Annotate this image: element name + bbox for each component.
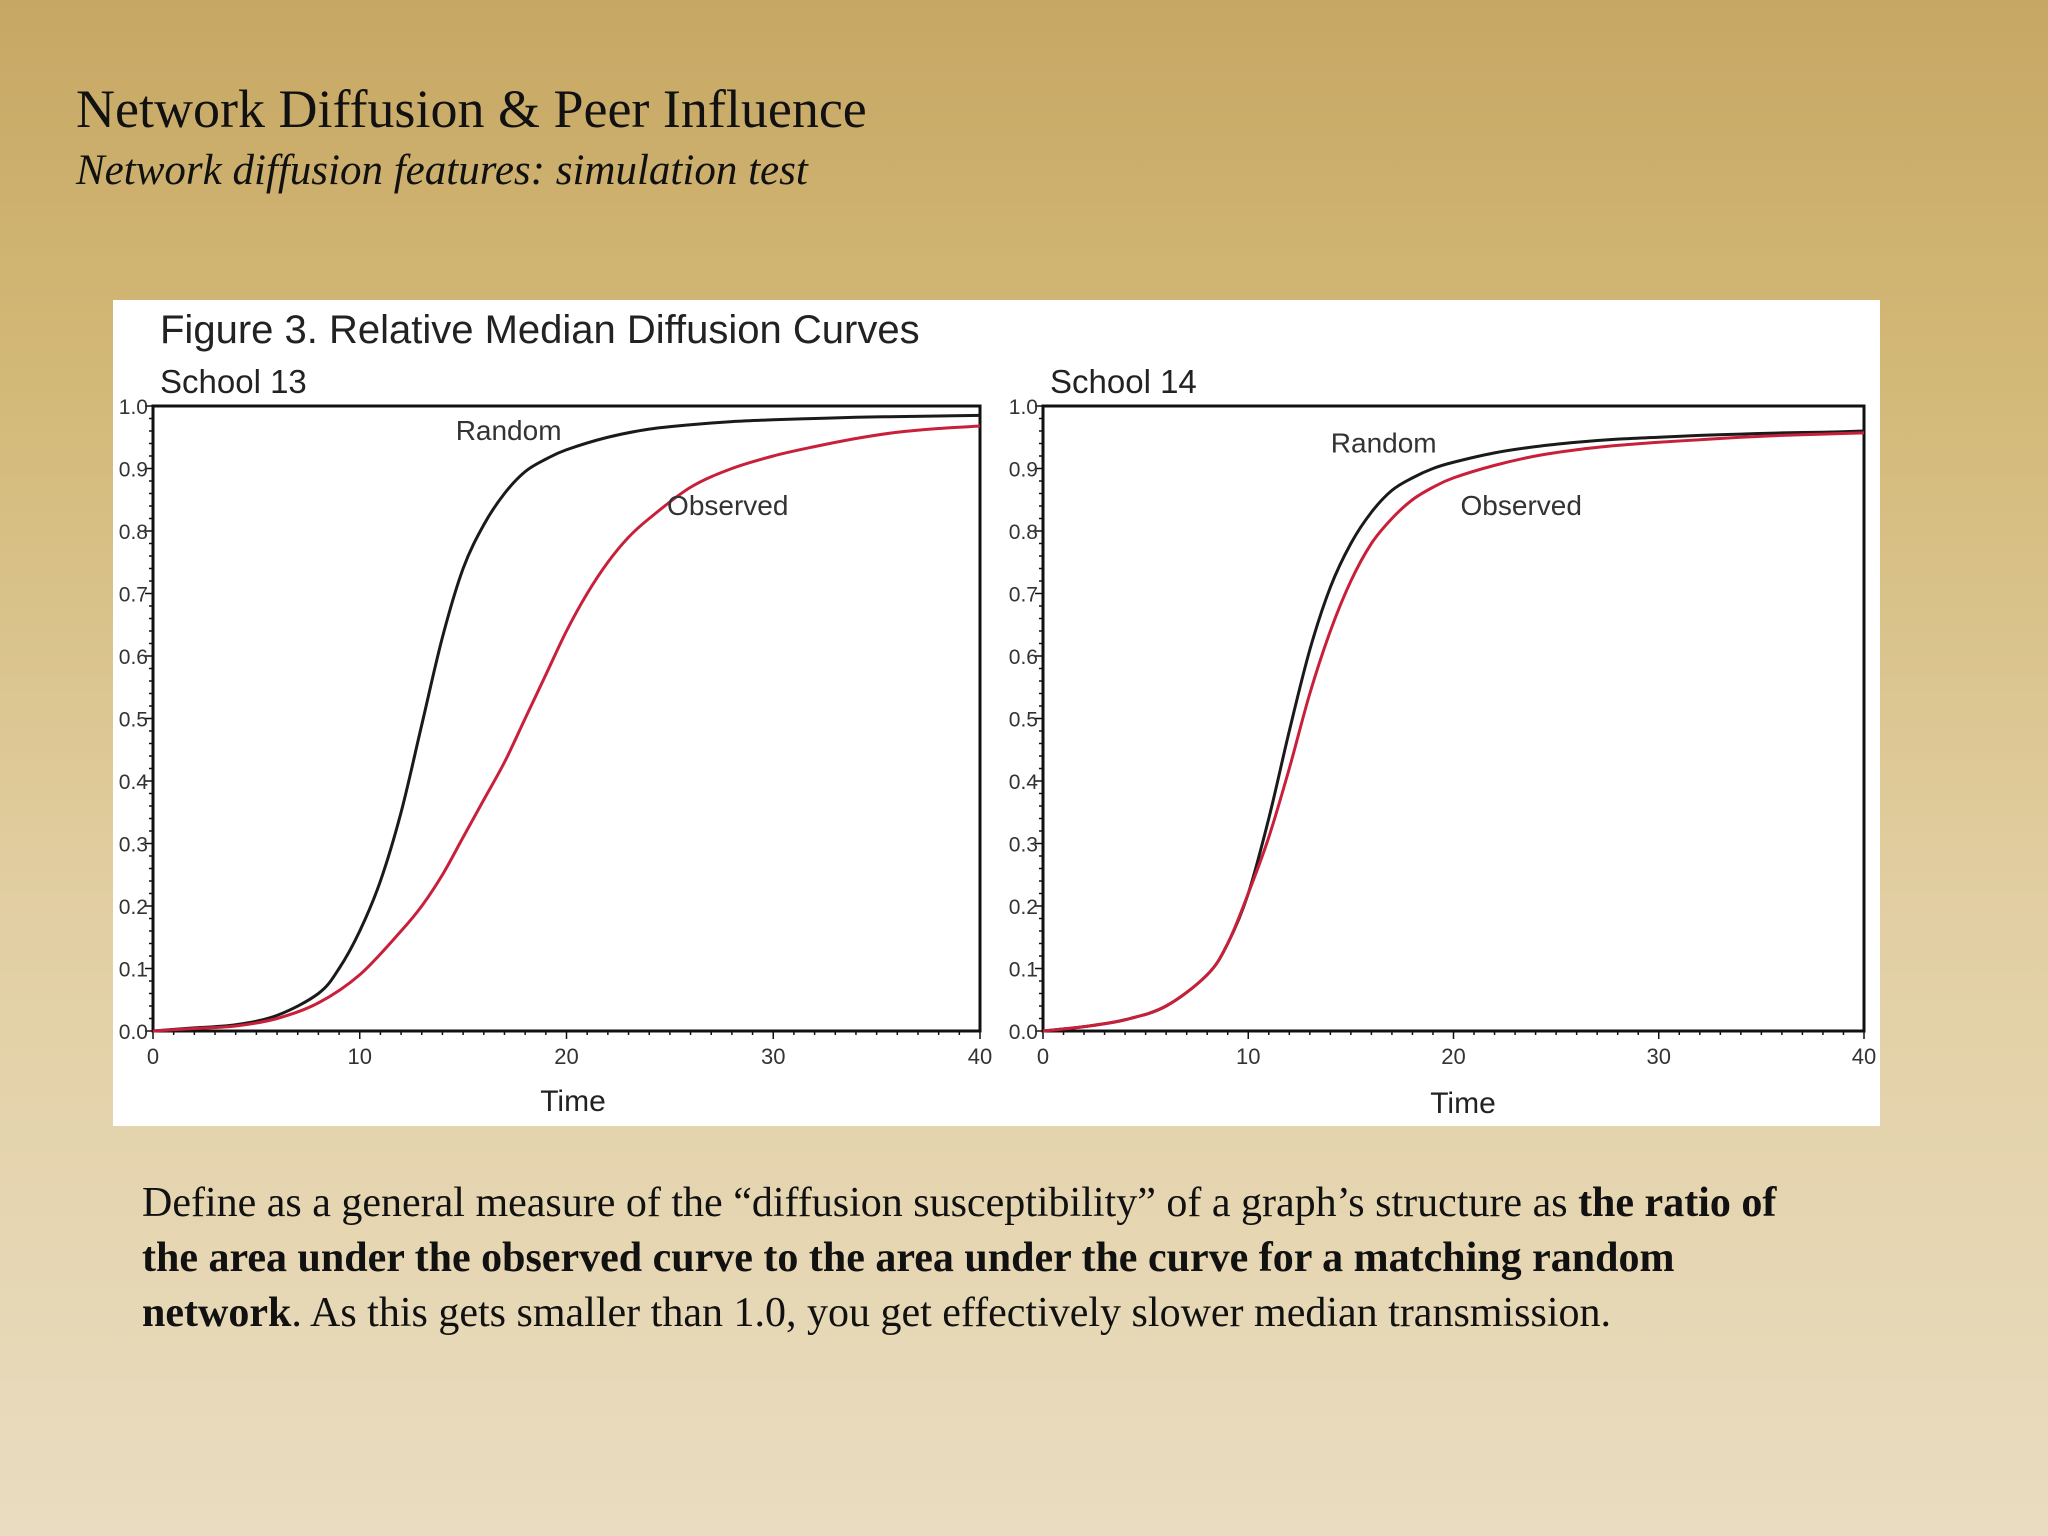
y-tick-label: 0.8 bbox=[1008, 521, 1038, 544]
figure-svg bbox=[113, 300, 1880, 1126]
x-tick-label: 30 bbox=[1646, 1044, 1671, 1069]
x-axis-label: Time bbox=[1430, 1087, 1496, 1120]
chart-school-14 bbox=[1009, 363, 1876, 1120]
body-text-bold: the ratio of the area under the observed curve to the area under the curve for a matching random network bbox=[142, 1180, 1777, 1336]
series-annotation: Observed bbox=[1460, 490, 1582, 521]
series-annotation: Observed bbox=[667, 490, 789, 521]
series-group bbox=[153, 415, 980, 1031]
x-tick-label: 40 bbox=[1851, 1044, 1877, 1069]
y-tick-label: 0.9 bbox=[1008, 458, 1038, 482]
chart-school-13 bbox=[119, 363, 992, 1118]
y-tick-label: 0.3 bbox=[1008, 833, 1038, 857]
x-tick-label: 40 bbox=[967, 1044, 993, 1069]
x-tick-label: 20 bbox=[554, 1044, 579, 1069]
y-tick-label: 0.2 bbox=[118, 896, 148, 919]
series-line-observed bbox=[1043, 433, 1864, 1031]
y-tick-label: 0.6 bbox=[118, 646, 148, 669]
x-tick-label: 20 bbox=[1441, 1044, 1466, 1069]
y-tick-label: 0.0 bbox=[1008, 1021, 1038, 1044]
y-tick-label: 0.1 bbox=[1008, 958, 1038, 982]
series-annotation: Random bbox=[1330, 427, 1437, 459]
y-tick-label: 0.4 bbox=[118, 771, 148, 794]
y-tick-label: 1.0 bbox=[1008, 396, 1038, 419]
chart-title: School 13 bbox=[160, 363, 307, 400]
axes bbox=[119, 396, 992, 1069]
figure-title: Figure 3. Relative Median Diffusion Curves bbox=[160, 308, 920, 352]
x-tick-label: 10 bbox=[1236, 1044, 1261, 1069]
y-tick-label: 0.7 bbox=[1008, 583, 1038, 607]
y-tick-label: 0.5 bbox=[118, 708, 148, 732]
figure-panel bbox=[113, 300, 1880, 1126]
y-tick-label: 1.0 bbox=[118, 396, 148, 419]
slide-subtitle: Network diffusion features: simulation test bbox=[76, 147, 808, 194]
y-tick-label: 0.7 bbox=[118, 583, 148, 607]
series-line-observed bbox=[153, 426, 980, 1031]
y-tick-label: 0.5 bbox=[1008, 708, 1038, 732]
y-tick-label: 0.0 bbox=[118, 1021, 148, 1044]
y-tick-label: 0.2 bbox=[1008, 896, 1038, 919]
series-line-random bbox=[1043, 431, 1864, 1031]
body-paragraph bbox=[142, 1176, 1842, 1341]
body-text-part-1: Define as a general measure of the “diffusion susceptibility” of a graph’s structure as bbox=[142, 1180, 1579, 1226]
chart-title: School 14 bbox=[1050, 363, 1197, 400]
series-annotation: Random bbox=[455, 415, 562, 446]
y-tick-label: 0.9 bbox=[118, 458, 148, 482]
x-tick-label: 30 bbox=[761, 1044, 786, 1069]
x-tick-label: 10 bbox=[347, 1044, 372, 1069]
y-tick-label: 0.1 bbox=[118, 958, 148, 982]
y-tick-label: 0.6 bbox=[1008, 646, 1038, 669]
x-axis-label: Time bbox=[540, 1085, 606, 1118]
y-tick-label: 0.4 bbox=[1008, 771, 1038, 794]
body-text-part-2: . As this gets smaller than 1.0, you get effectively slower median transmission. bbox=[291, 1290, 1611, 1336]
series-group bbox=[1043, 428, 1864, 1032]
slide-title: Network Diffusion & Peer Influence bbox=[76, 79, 867, 139]
y-tick-label: 0.3 bbox=[118, 833, 148, 857]
series-line-random bbox=[153, 415, 980, 1031]
x-tick-label: 0 bbox=[146, 1044, 160, 1069]
axes bbox=[1009, 396, 1876, 1069]
plot-frame bbox=[1043, 406, 1864, 1031]
x-tick-label: 0 bbox=[1036, 1044, 1050, 1069]
y-tick-label: 0.8 bbox=[118, 521, 148, 544]
plot-frame bbox=[153, 406, 980, 1031]
